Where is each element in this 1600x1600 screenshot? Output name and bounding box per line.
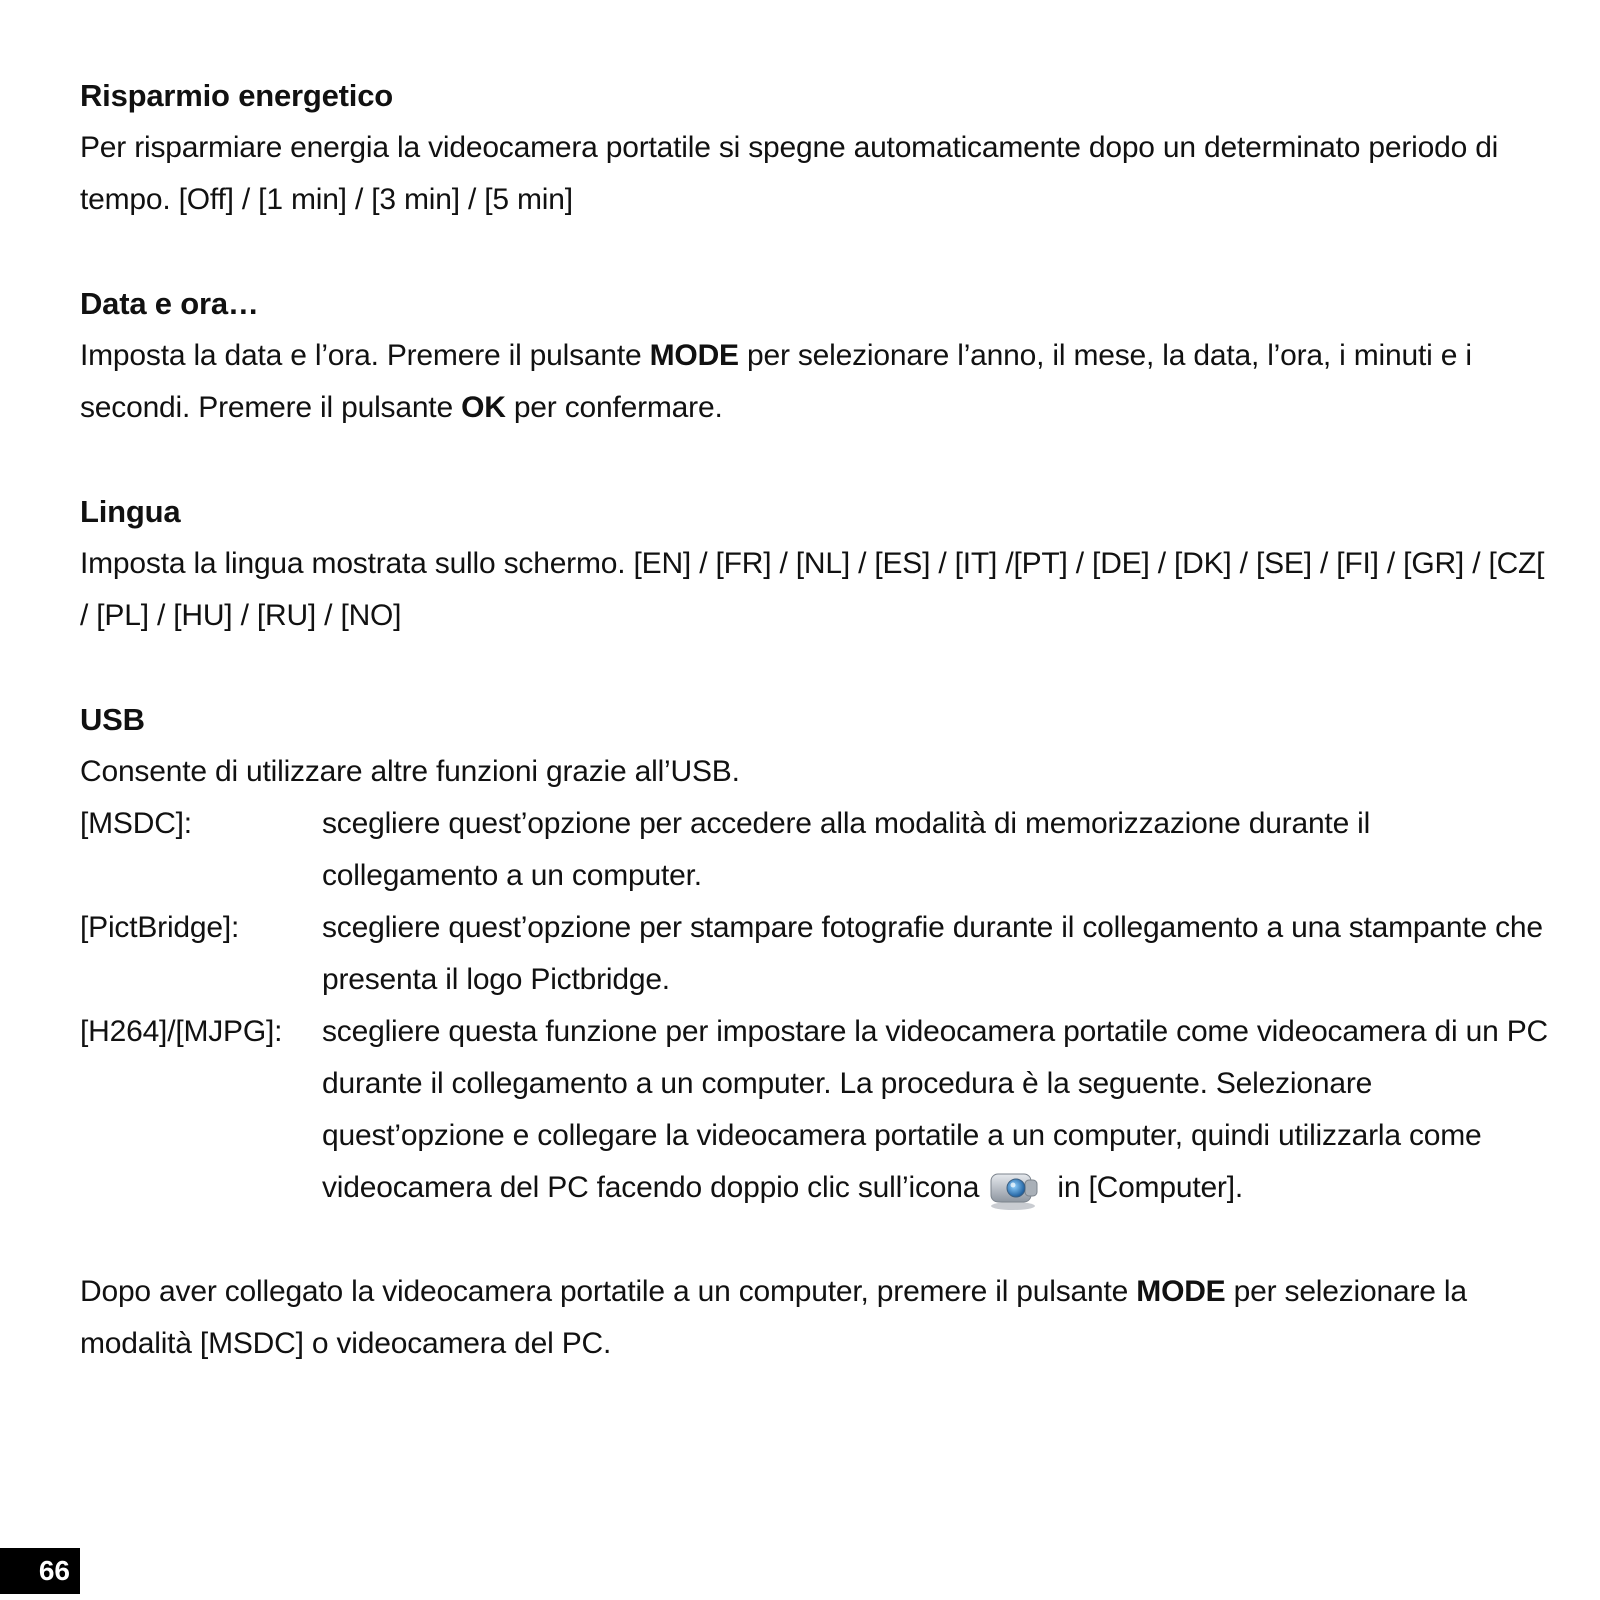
date-time-text-1: Imposta la data e l’ora. Premere il pulsante — [80, 339, 650, 372]
heading-language: Lingua — [80, 494, 181, 529]
usb-intro: Consente di utilizzare altre funzioni grazie all’USB. — [80, 755, 740, 788]
page-number: 66 — [0, 1548, 80, 1594]
section-energy-saving — [80, 70, 1550, 226]
usb-footer-text-2: per selezionare la modalità [MSDC] o videocamera del PC. — [80, 1275, 1467, 1360]
section-date-time — [80, 278, 1550, 434]
usb-option-term: [H264]/[MJPG]: — [80, 1015, 283, 1048]
mode-keyword: MODE — [649, 339, 739, 372]
date-time-text — [80, 330, 1550, 434]
heading-date-time: Data e ora… — [80, 286, 259, 321]
usb-option-pictbridge — [80, 902, 1550, 1006]
usb-option-desc — [322, 1006, 1550, 1214]
usb-option-desc-text: scegliere questa funzione per impostare la videocamera portatile come videocamera di un PC durante il collegamento a un computer. La procedura è la seguente. Selezionare quest’opzione e collegare la videocamera portatile a un computer, quindi utilizzarla come videocamera del PC facendo doppio clic sull’icona — [322, 1015, 1548, 1204]
usb-option-term: [MSDC]: — [80, 807, 192, 840]
heading-usb: USB — [80, 702, 145, 737]
pc-camera-icon — [985, 1166, 1041, 1212]
usb-option-desc-after-icon: in [Computer]. — [1049, 1171, 1243, 1204]
usb-footer-text — [80, 1266, 1550, 1370]
ok-keyword: OK — [461, 391, 506, 424]
date-time-text-3: per confermare. — [505, 391, 723, 424]
footer-mode-keyword: MODE — [1136, 1275, 1226, 1308]
energy-saving-text: Per risparmiare energia la videocamera portatile si spegne automaticamente dopo un determinato periodo di tempo. [Off] / [1 min] / [3 min] / [5 min] — [80, 131, 1499, 216]
section-language — [80, 486, 1550, 642]
usb-option-msdc — [80, 798, 1550, 902]
usb-option-desc: scegliere quest’opzione per stampare fotografie durante il collegamento a una stampante che presenta il logo Pictbridge. — [322, 911, 1543, 996]
language-text: Imposta la lingua mostrata sullo schermo. [EN] / [FR] / [NL] / [ES] / [IT] /[PT] / [DE] / [DK] / [SE] / [FI] / [GR] / [CZ[ / [PL] / [HU] / [RU] / [NO] — [80, 547, 1545, 632]
date-time-text-2: per selezionare l’anno, il mese, la data, l’ora, i minuti e i secondi. Premere il pulsante — [80, 339, 1472, 424]
manual-page — [80, 70, 1550, 1370]
usb-footer-text-1: Dopo aver collegato la videocamera portatile a un computer, premere il pulsante — [80, 1275, 1137, 1308]
heading-energy-saving: Risparmio energetico — [80, 78, 393, 113]
usb-option-h264-mjpg — [80, 1006, 1550, 1214]
section-usb — [80, 694, 1550, 1214]
usb-option-desc: scegliere quest’opzione per accedere alla modalità di memorizzazione durante il collegamento a un computer. — [322, 807, 1371, 892]
usb-option-term: [PictBridge]: — [80, 911, 240, 944]
